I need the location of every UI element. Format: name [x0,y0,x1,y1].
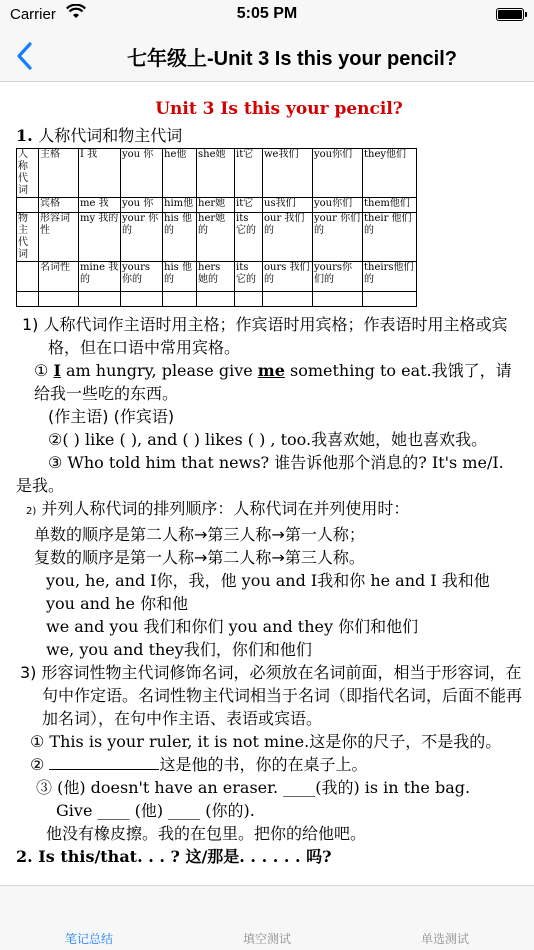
example-5-text: 这是他的书，你的在桌子上。 [159,755,368,774]
section-1-number: 1. [16,126,33,145]
table-cell: 主格 [39,149,79,198]
example-1 [34,359,524,405]
table-cell [17,198,39,213]
table-cell: ours 我们的 [263,262,313,292]
example-1-subject: I [53,361,61,380]
example-1-num: ① [34,361,54,380]
status-bar [0,0,534,30]
table-cell: yours你们的 [313,262,363,292]
table-cell: it它 [235,198,263,213]
section-2-heading: 2. Is this/that. . . ? 这/那是. . . . . . 吗? [16,847,332,866]
note-content[interactable] [0,83,534,885]
table-cell: you 你 [121,198,163,213]
table-cell: you你们 [313,198,363,213]
example-2: ②( ) like ( ), and ( ) likes ( ) , too.我喜欢她，她也喜欢我。 [48,430,488,449]
rule-2-singular: 单数的顺序是第二人称→第三人称→第一人称； [34,525,365,544]
table-row [17,262,417,292]
table-row [17,149,417,198]
example-1-text-a: am hungry, please give [60,361,258,380]
example-1-annotation: (作主语) (作宾语) [48,407,175,426]
table-cell: their 他们的 [363,213,417,262]
example-3: ③ Who told him that news? 谁告诉他那个消息的? It's me/I. 是我。 [16,453,504,495]
section-1-title: 人称代词和物主代词 [38,126,183,145]
table-cell: I 我 [79,149,121,198]
tab-fill-in-test[interactable]: 填空测试 [242,932,291,946]
table-cell [17,262,39,292]
tab-bar [0,885,534,950]
table-cell [197,292,235,307]
table-cell: my 我的 [79,213,121,262]
table-cell: we我们 [263,149,313,198]
table-cell: him他 [163,198,197,213]
example-1-text-b: something to eat.我饿了，请给我一些吃的东西。 [34,361,512,403]
table-cell: she她 [197,149,235,198]
table-cell [313,292,363,307]
page-title: 七年级上-Unit 3 Is this your pencil? [126,48,458,70]
table-cell: our 我们的 [263,213,313,262]
table-cell [163,292,197,307]
table-cell: his 他的 [163,213,197,262]
example-6-b: Give ____ (他) ____ (你的). [56,801,255,820]
tab-multiple-choice-test[interactable]: 单选测试 [420,932,469,946]
tab-notes-summary[interactable]: 笔记总结 [64,932,113,946]
table-cell: us我们 [263,198,313,213]
table-row [17,198,417,213]
back-chevron-icon[interactable] [12,40,40,72]
table-cell [39,292,79,307]
table-row [17,213,417,262]
table-cell: mine 我的 [79,262,121,292]
example-5-blank [49,769,159,770]
table-cell: me 我 [79,198,121,213]
table-cell: your 你的 [121,213,163,262]
table-cell: them他们 [363,198,417,213]
table-cell: 物主代词 [17,213,39,262]
rule-2-example-b: you and he 你和他 [46,594,189,613]
table-cell: your 你们的 [313,213,363,262]
table-cell: hers 她的 [197,262,235,292]
rule-1-paragraph: 1) 人称代词作主语时用主格；作宾语时用宾格；作表语时用主格或宾格，但在口语中常用宾格。 [22,315,508,357]
navigation-bar [0,30,534,82]
example-6: ③ (他) doesn't have an eraser. ____(我的) is in the bag. [36,778,471,797]
rule-2-number: 2) [26,506,37,517]
table-cell: theirs他们的 [363,262,417,292]
example-5-num: ② [30,755,45,774]
table-cell: he他 [163,149,197,198]
clock: 5:05 PM [236,5,298,22]
table-cell: 人称代词 [17,149,39,198]
table-cell: her她 [197,198,235,213]
table-cell: you你们 [313,149,363,198]
table-cell [263,292,313,307]
example-1-object: me [257,361,285,380]
table-cell: 名词性 [39,262,79,292]
table-cell: you 你 [121,149,163,198]
carrier-label: Carrier [10,6,56,23]
rule-2-example-d: we, you and they我们，你们和他们 [46,640,312,659]
table-cell [363,292,417,307]
table-cell [79,292,121,307]
table-cell [235,292,263,307]
table-cell: 形容词性 [39,213,79,262]
table-cell: they他们 [363,149,417,198]
rule-2-plural: 复数的顺序是第一人称→第二人称→第三人称。 [34,548,365,567]
section-1-heading [16,123,534,146]
document-title: Unit 3 Is this your pencil? [155,99,403,119]
table-cell: it它 [235,149,263,198]
pronoun-table [16,148,417,307]
rule-3-paragraph: 3) 形容词性物主代词修饰名词，必须放在名词前面，相当于形容词，在句中作定语。名词性物主代词相当于名词（即指代名词，后面不能再加名词），在句中作主语、表语或宾语。 [20,663,523,728]
table-row [17,292,417,307]
table-cell: yours 你的 [121,262,163,292]
table-cell: 宾格 [39,198,79,213]
rule-2-example-a: you, he, and I你，我，他 you and I我和你 he and I 我和他 [46,571,490,590]
rule-2-example-c: we and you 我们和你们 you and they 你们和他们 [46,617,419,636]
rule-2-heading [26,497,524,523]
table-cell: her她的 [197,213,235,262]
rule-2-text: 并列人称代词的排列顺序：人称代词在并列使用时： [36,499,410,518]
table-cell [121,292,163,307]
battery-icon [496,8,524,21]
table-cell: its 它的 [235,213,263,262]
example-4: ① This is your ruler, it is not mine.这是你的尺子，不是我的。 [30,732,502,751]
table-cell: his 他的 [163,262,197,292]
table-cell: its 它的 [235,262,263,292]
example-5 [30,753,524,776]
table-cell [17,292,39,307]
example-6-c: 他没有橡皮擦。我的在包里。把你的给他吧。 [46,824,367,843]
